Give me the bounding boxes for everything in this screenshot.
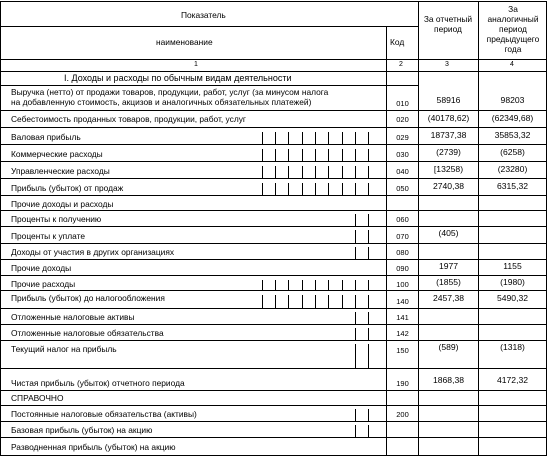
grid-tick (302, 166, 303, 178)
row-code: 190 (396, 379, 409, 388)
row-line (0, 368, 546, 369)
value-current: 1977 (438, 261, 459, 271)
row-line (0, 421, 546, 422)
header-code: Код (390, 37, 405, 47)
grid-tick (355, 344, 356, 368)
row-label: Проценты к уплате (11, 231, 85, 241)
grid-tick (328, 132, 329, 144)
row-line (0, 275, 546, 276)
col-divider-prev (478, 1, 479, 455)
header-indicator: Показатель (181, 10, 226, 20)
grid-tick (262, 280, 263, 290)
grid-tick (275, 295, 276, 308)
row-code: 090 (396, 264, 409, 273)
border-bottom (0, 455, 546, 456)
grid-tick (355, 328, 356, 340)
row-label: Текущий налог на прибыль (11, 344, 117, 354)
value-prev: (23280) (497, 164, 528, 174)
row-label: Себестоимость проданных товаров, продукции, работ, услуг (11, 114, 246, 124)
value-current: (2739) (436, 147, 461, 157)
grid-tick (315, 149, 316, 161)
value-current: (1855) (436, 277, 461, 287)
value-prev: (6258) (500, 147, 525, 157)
section-title: I. Доходы и расходы по обычным видам деятельности (64, 73, 292, 83)
grid-tick (328, 183, 329, 195)
row-label: Чистая прибыль (убыток) отчетного периода (11, 378, 185, 388)
row-code: 100 (396, 280, 409, 289)
header-name: наименование (156, 37, 213, 47)
grid-tick (368, 328, 369, 340)
grid-tick (342, 183, 343, 195)
grid-tick (288, 166, 289, 178)
value-prev: 98203 (500, 95, 525, 105)
grid-tick (315, 132, 316, 144)
row-line (0, 127, 546, 128)
value-prev: 5490,32 (496, 293, 529, 303)
value-prev: 6315,32 (496, 181, 529, 191)
grid-tick (315, 183, 316, 195)
row-label: Прибыль (убыток) до налогообложения (11, 293, 165, 303)
header-line-3 (0, 71, 546, 72)
row-label: на добавленную стоимость, акцизов и аналогичных обязательных платежей) (11, 97, 312, 107)
grid-tick (328, 166, 329, 178)
grid-tick (262, 149, 263, 161)
border-top (0, 1, 546, 2)
value-prev: 1155 (503, 261, 522, 271)
grid-tick (368, 425, 369, 437)
grid-tick (262, 295, 263, 308)
grid-tick (328, 149, 329, 161)
row-line (0, 390, 546, 391)
grid-tick (355, 312, 356, 324)
row-code: 029 (396, 133, 409, 142)
header-line-2 (0, 59, 546, 60)
grid-tick (368, 247, 369, 259)
value-current: [13258) (433, 164, 464, 174)
row-label: Выручка (нетто) от продажи товаров, продукции, работ, услуг (за минусом налога (11, 87, 329, 97)
row-code: 141 (396, 313, 409, 322)
grid-tick (288, 149, 289, 161)
grid-tick (275, 280, 276, 290)
grid-tick (342, 295, 343, 308)
row-line (0, 308, 546, 309)
row-line (0, 144, 546, 145)
border-left (0, 1, 1, 456)
grid-tick (275, 166, 276, 178)
grid-tick (302, 149, 303, 161)
grid-tick (262, 183, 263, 195)
row-line (0, 195, 546, 196)
grid-tick (368, 280, 369, 290)
header-num-1: 1 (194, 61, 198, 68)
row-code: 080 (396, 248, 409, 257)
grid-tick (328, 280, 329, 290)
value-current: (589) (438, 342, 459, 352)
grid-tick (328, 295, 329, 308)
value-current: 58916 (436, 95, 461, 105)
grid-tick (302, 280, 303, 290)
grid-tick (275, 183, 276, 195)
row-code: 030 (396, 150, 409, 159)
value-current: 1868,38 (432, 375, 465, 385)
row-code: 142 (396, 329, 409, 338)
grid-tick (315, 295, 316, 308)
grid-tick (368, 183, 369, 195)
header-line-1 (0, 26, 418, 27)
grid-tick (315, 280, 316, 290)
row-label: Управленческие расходы (11, 166, 110, 176)
grid-tick (355, 230, 356, 243)
row-label: Прочие расходы (11, 279, 76, 289)
grid-tick (315, 166, 316, 178)
row-label: Постоянные налоговые обязательства (активы) (11, 409, 197, 419)
value-prev: (62349,68) (491, 113, 534, 123)
row-line (0, 85, 418, 86)
header-num-2: 2 (399, 61, 403, 68)
value-current: (40178,62) (427, 113, 470, 123)
grid-tick (262, 166, 263, 178)
grid-tick (355, 214, 356, 226)
row-label: Прочие доходы (11, 263, 72, 273)
grid-tick (355, 280, 356, 290)
row-code: 060 (396, 215, 409, 224)
grid-tick (302, 295, 303, 308)
row-label: Доходы от участия в других организациях (11, 247, 175, 257)
grid-tick (355, 149, 356, 161)
value-current: (405) (438, 228, 459, 238)
row-line (0, 437, 546, 438)
header-prev-period: За аналогичный период предыдущего года (486, 4, 540, 54)
grid-tick (288, 280, 289, 290)
grid-tick (368, 230, 369, 243)
row-line (0, 161, 546, 162)
grid-tick (288, 295, 289, 308)
value-prev: (1980) (500, 277, 525, 287)
row-line (0, 243, 546, 244)
row-label: Отложенные налоговые активы (11, 312, 135, 322)
grid-tick (368, 295, 369, 308)
grid-tick (368, 132, 369, 144)
row-line (0, 259, 546, 260)
grid-tick (368, 409, 369, 421)
row-label: Коммерческие расходы (11, 149, 103, 159)
row-label: Отложенные налоговые обязательства (11, 328, 164, 338)
value-prev: (1318) (500, 342, 525, 352)
grid-tick (302, 132, 303, 144)
row-label: Прочие доходы и расходы (11, 199, 114, 209)
grid-tick (275, 149, 276, 161)
row-code: 070 (396, 232, 409, 241)
value-prev: 4172,32 (496, 375, 529, 385)
grid-tick (355, 295, 356, 308)
grid-tick (288, 183, 289, 195)
row-line (0, 226, 546, 227)
row-code: 200 (396, 410, 409, 419)
row-label: СПРАВОЧНО (11, 393, 64, 403)
row-label: Прибыль (убыток) от продаж (11, 183, 124, 193)
grid-tick (262, 132, 263, 144)
grid-tick (342, 280, 343, 290)
grid-tick (355, 166, 356, 178)
grid-tick (355, 132, 356, 144)
value-current: 2740,38 (432, 181, 465, 191)
row-line (0, 405, 546, 406)
row-line (0, 340, 546, 341)
header-num-4: 4 (510, 61, 514, 68)
row-code: 140 (396, 297, 409, 306)
grid-tick (355, 183, 356, 195)
row-label: Проценты к получению (11, 214, 102, 224)
grid-tick (275, 132, 276, 144)
row-line (0, 178, 546, 179)
value-current: 2457,38 (432, 293, 465, 303)
grid-tick (288, 132, 289, 144)
row-code: 010 (396, 99, 409, 108)
grid-tick (342, 166, 343, 178)
row-line (0, 210, 546, 211)
grid-tick (368, 149, 369, 161)
row-code: 040 (396, 167, 409, 176)
grid-tick (368, 166, 369, 178)
row-line (0, 324, 546, 325)
value-prev: 35853,32 (494, 130, 531, 140)
grid-tick (342, 132, 343, 144)
row-code: 150 (396, 346, 409, 355)
grid-tick (355, 409, 356, 421)
value-current: 18737,38 (430, 130, 467, 140)
row-code: 050 (396, 184, 409, 193)
row-code: 020 (396, 115, 409, 124)
grid-tick (342, 149, 343, 161)
header-num-3: 3 (445, 61, 449, 68)
row-line (0, 110, 546, 111)
row-label: Разводненная прибыль (убыток) на акцию (11, 442, 176, 452)
grid-tick (355, 425, 356, 437)
row-line (0, 290, 546, 291)
row-label: Базовая прибыль (убыток) на акцию (11, 425, 153, 435)
header-current-period: За отчетный период (423, 14, 473, 34)
grid-tick (368, 312, 369, 324)
row-label: Валовая прибыль (11, 132, 81, 142)
grid-tick (302, 183, 303, 195)
grid-tick (368, 344, 369, 368)
grid-tick (368, 214, 369, 226)
grid-tick (355, 247, 356, 259)
